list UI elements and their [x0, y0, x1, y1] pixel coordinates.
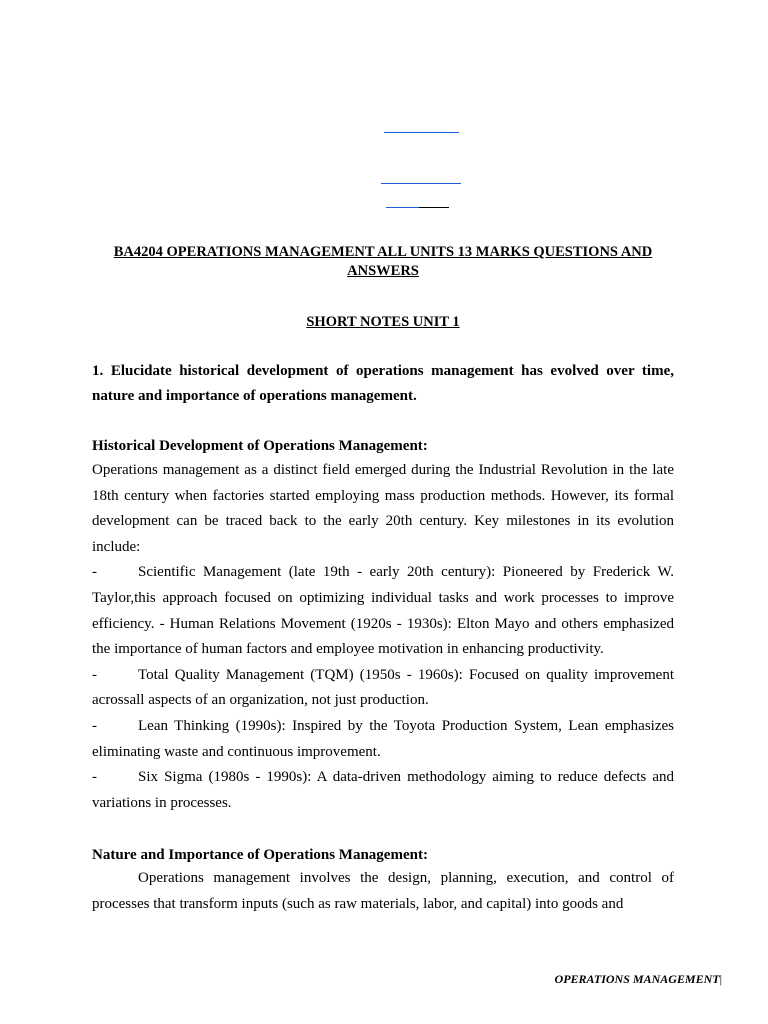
link-underline-2[interactable]	[381, 183, 461, 184]
bullet-text: Six Sigma (1980s - 1990s): A data-driven methodology aiming to reduce defects and variations in processes.	[92, 769, 674, 811]
footer-bar: |	[719, 972, 722, 986]
bullet-item	[92, 765, 674, 816]
footer-label: OPERATIONS MANAGEMENT	[554, 972, 720, 986]
history-intro-paragraph	[92, 458, 674, 816]
bullet-item	[92, 714, 674, 765]
link-underline-3[interactable]	[386, 207, 419, 208]
bullet-dash: -	[92, 769, 97, 786]
link-underline-1[interactable]	[384, 132, 459, 133]
bullet-text: Scientific Management (late 19th - early 20th century): Pioneered by Frederick W. Taylor,this approach focused on optimizing individual tasks and work processes to improve efficiency. - Human Relations Movement (1920s - 1930s): Elton Mayo and others emphasized the importance of human factors and employee motivation in enhancing productivity.	[92, 564, 674, 658]
section-heading-nature: Nature and Importance of Operations Management:	[92, 847, 428, 863]
history-intro-text: Operations management as a distinct field emerged during the Industrial Revolution in the late 18th century when factories started employing mass production methods. However, its formal development can be traced back to the early 20th century. Key milestones in its evolution include:	[92, 462, 674, 555]
bullet-item	[92, 663, 674, 714]
bullet-dash: -	[92, 564, 97, 581]
nature-paragraph: Operations management involves the design, planning, execution, and control of processes that transform inputs (such as raw materials, labor, and capital) into goods and	[92, 870, 674, 912]
question-text: 1. Elucidate historical development of operations management has evolved over time, nature and importance of operations management.	[92, 363, 674, 404]
page-footer	[555, 970, 722, 988]
section-heading-history: Historical Development of Operations Management:	[92, 438, 428, 454]
bullet-dash: -	[92, 717, 97, 734]
bullet-text: Total Quality Management (TQM) (1950s - 1960s): Focused on quality improvement acrossall aspects of an organization, not just production.	[92, 666, 674, 709]
bullet-dash: -	[92, 666, 97, 683]
bullet-text: Lean Thinking (1990s): Inspired by the Toyota Production System, Lean emphasizes eliminating waste and continuous improvement.	[92, 717, 674, 760]
document-title: BA4204 OPERATIONS MANAGEMENT ALL UNITS 13 MARKS QUESTIONS AND ANSWERS	[113, 244, 653, 279]
bullet-item	[92, 560, 674, 662]
unit-title: SHORT NOTES UNIT 1	[306, 314, 460, 330]
underline-rule	[419, 207, 449, 208]
